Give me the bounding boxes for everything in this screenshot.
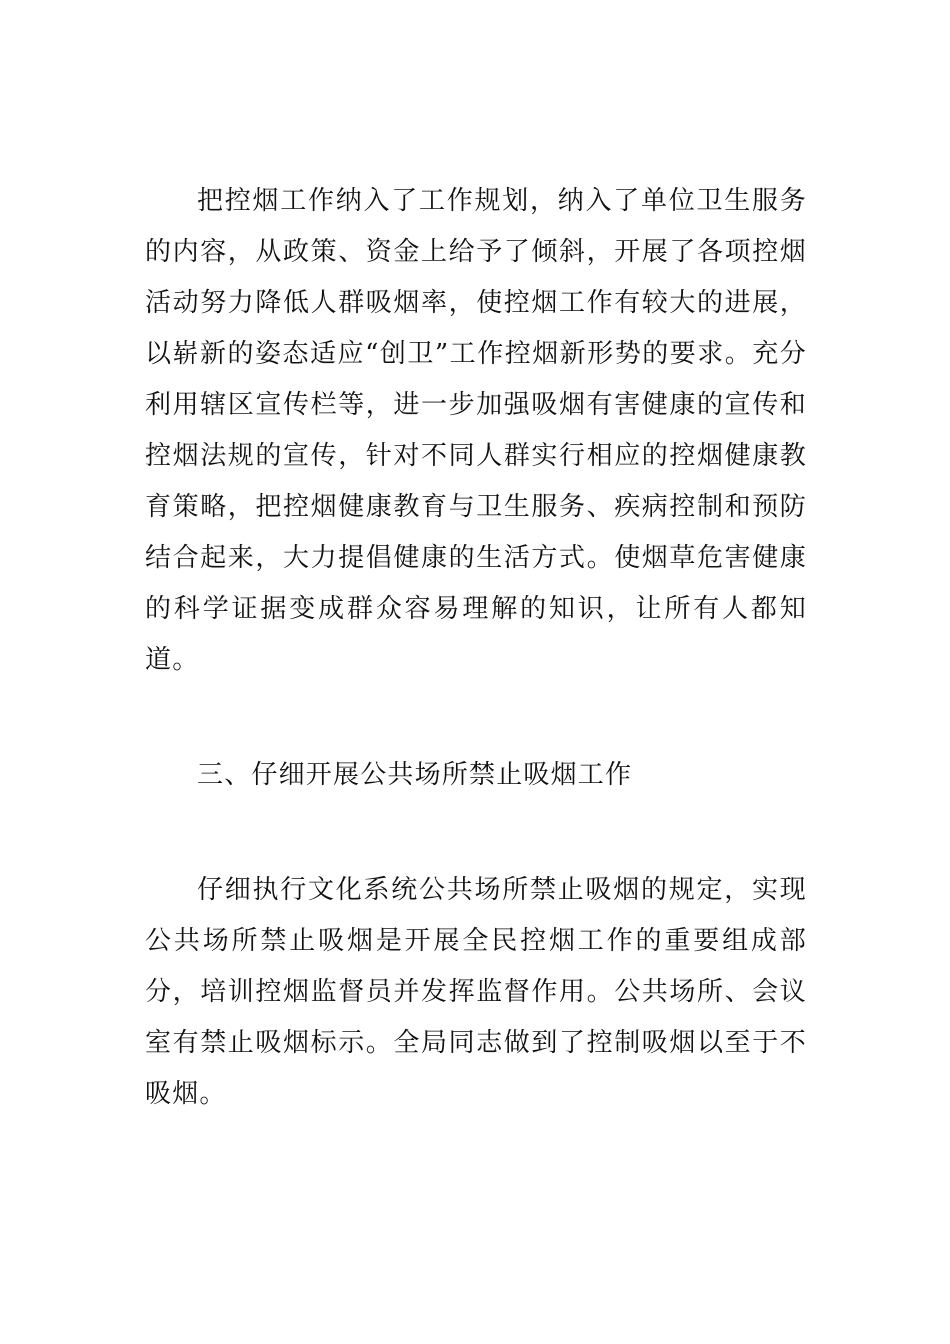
- body-paragraph-2: 仔细执行文化系统公共场所禁止吸烟的规定，实现公共场所禁止吸烟是开展全民控烟工作的重要组成部分，培训控烟监督员并发挥监督作用。公共场所、会议室有禁止吸烟标示。全局同志做到了控制吸烟以至于不吸烟。: [145, 875, 807, 1109]
- paragraph-spacer: [145, 801, 807, 865]
- section-heading: 三、仔细开展公共场所禁止吸烟工作: [197, 760, 633, 790]
- body-paragraph-1: 把控烟工作纳入了工作规划，纳入了单位卫生服务的内容，从政策、资金上给予了倾斜，开展了各项控烟活动努力降低人群吸烟率，使控烟工作有较大的进展，以崭新的姿态适应“创卫”工作控烟新形势的要求。充分利用辖区宣传栏等，进一步加强吸烟有害健康的宣传和控烟法规的宣传，针对不同人群实行相应的控烟健康教育策略，把控烟健康教育与卫生服务、疾病控制和预防结合起来，大力提倡健康的生活方式。使烟草危害健康的科学证据变成群众容易理解的知识，让所有人都知道。: [145, 186, 807, 675]
- document-body: [145, 176, 807, 1120]
- paragraph-spacer: [145, 686, 807, 750]
